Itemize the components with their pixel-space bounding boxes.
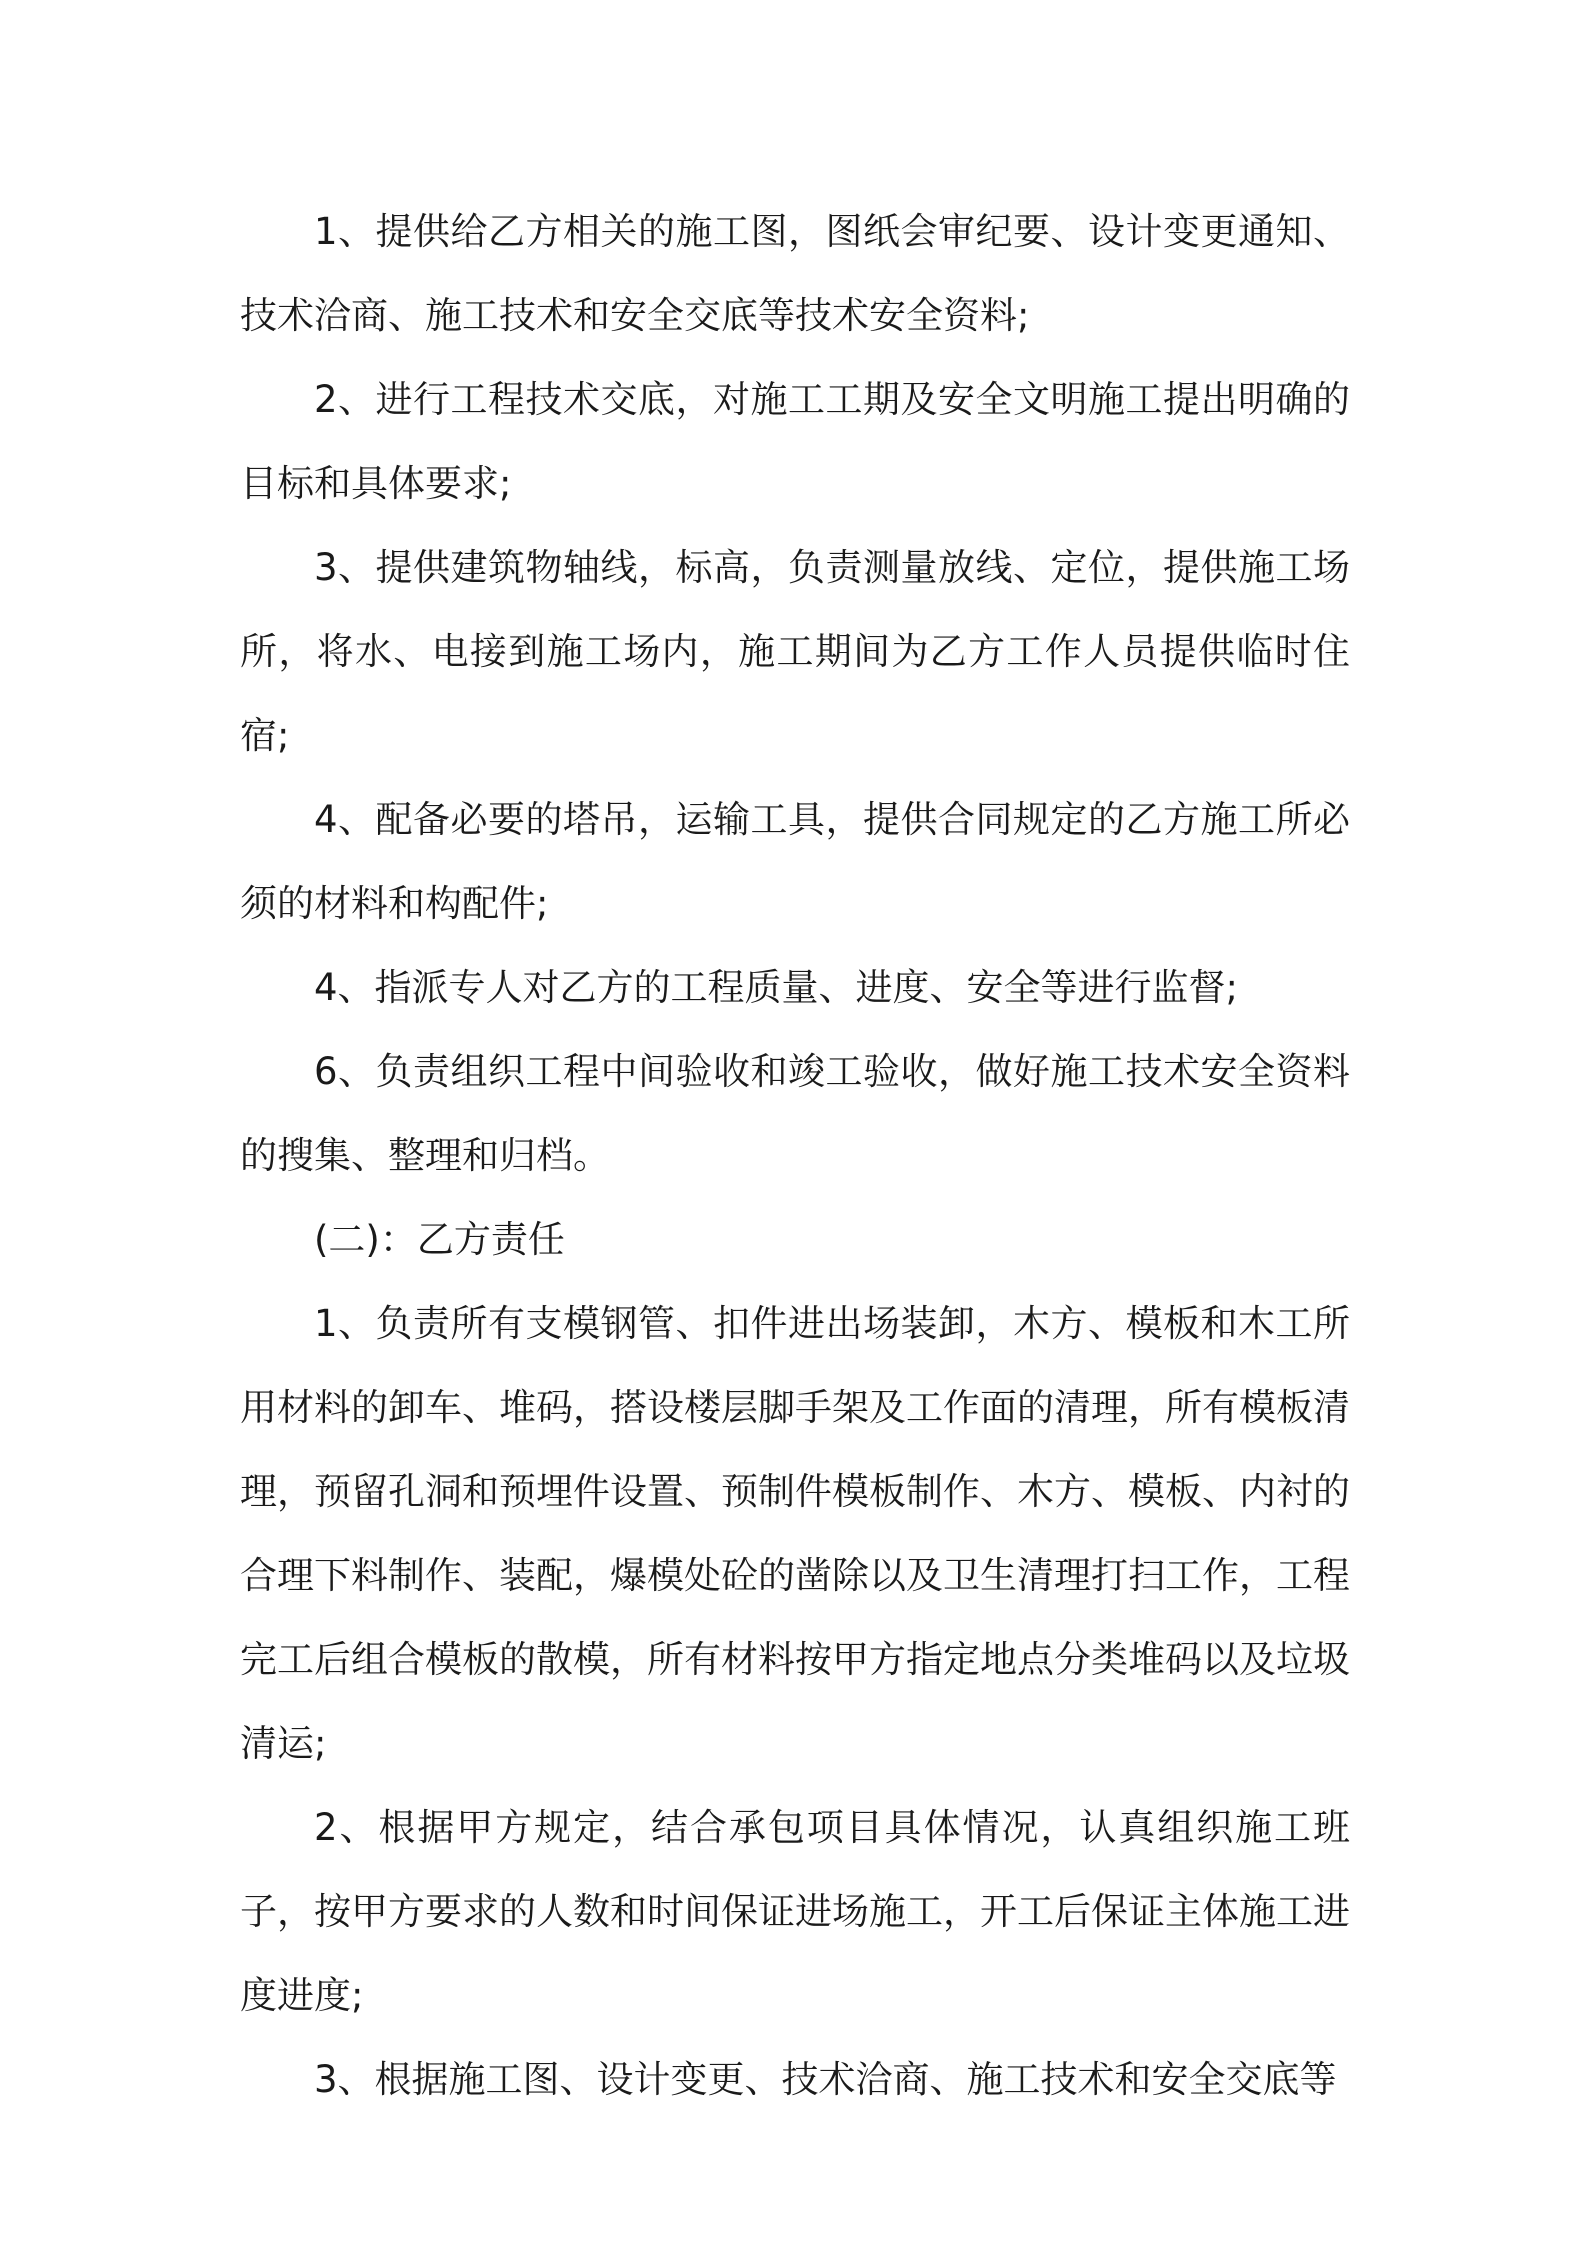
paragraph-party-a-item-2: 2、进行工程技术交底，对施工工期及安全文明施工提出明确的目标和具体要求; — [240, 378, 1350, 505]
paragraph-party-b-item-2: 2、根据甲方规定，结合承包项目具体情况，认真组织施工班子，按甲方要求的人数和时间保证进场施工，开工后保证主体施工进度进度; — [240, 1806, 1350, 2017]
paragraph-party-b-item-3: 3、根据施工图、设计变更、技术洽商、施工技术和安全交底等 — [314, 2058, 1337, 2101]
paragraph-party-a-item-5: 4、指派专人对乙方的工程质量、进度、安全等进行监督; — [314, 966, 1239, 1009]
section-heading-party-b: (二)：乙方责任 — [314, 1218, 565, 1261]
paragraph-party-a-item-1: 1、提供给乙方相关的施工图，图纸会审纪要、设计变更通知、技术洽商、施工技术和安全交底等技术安全资料; — [240, 210, 1350, 337]
paragraph-party-a-item-4: 4、配备必要的塔吊，运输工具，提供合同规定的乙方施工所必须的材料和构配件; — [240, 798, 1350, 925]
paragraph-party-a-item-3: 3、提供建筑物轴线，标高，负责测量放线、定位，提供施工场所，将水、电接到施工场内，施工期间为乙方工作人员提供临时住宿; — [240, 546, 1350, 757]
document-body — [240, 190, 1350, 2122]
paragraph-party-b-item-1: 1、负责所有支模钢管、扣件进出场装卸，木方、模板和木工所用材料的卸车、堆码，搭设楼层脚手架及工作面的清理，所有模板清理，预留孔洞和预埋件设置、预制件模板制作、木方、模板、内衬的合理下料制作、装配，爆模处砼的凿除以及卫生清理打扫工作，工程完工后组合模板的散模，所有材料按甲方指定地点分类堆码以及垃圾清运; — [240, 1302, 1350, 1765]
paragraph-party-a-item-6: 6、负责组织工程中间验收和竣工验收，做好施工技术安全资料的搜集、整理和归档。 — [240, 1050, 1350, 1177]
